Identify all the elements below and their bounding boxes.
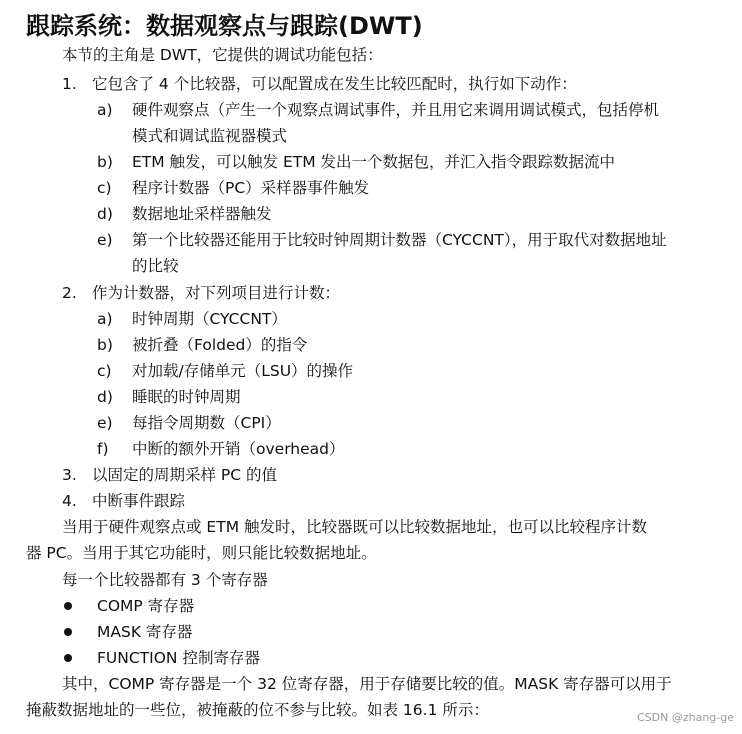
sublist-item: 被折叠（Folded）的指令 [132,336,308,354]
sublist-item: 睡眠的时钟周期 [132,388,241,406]
list-item-3: 以固定的周期采样 PC 的值 [92,466,278,484]
sublist-item: 程序计数器（PC）采样器事件触发 [132,179,370,197]
sublist-item: ETM 触发，可以触发 ETM 发出一个数据包，并汇入指令跟踪数据流中 [132,153,616,171]
sublist-marker: e) [97,231,113,249]
bullet-item: COMP 寄存器 [97,597,195,615]
bullet-item: FUNCTION 控制寄存器 [97,649,260,667]
list-marker-4: 4. [62,492,77,510]
intro-text: 本节的主角是 DWT，它提供的调试功能包括： [62,46,383,64]
sublist-item: 数据地址采样器触发 [132,205,272,223]
sublist-item: 中断的额外开销（overhead） [132,440,345,458]
sublist-item: 对加载/存储单元（LSU）的操作 [132,362,354,380]
watermark: CSDN @zhang-ge [636,711,734,724]
sublist-marker: f) [97,440,109,458]
paragraph-line: 其中，COMP 寄存器是一个 32 位寄存器，用于存储要比较的值。MASK 寄存器可以用于 [62,675,672,693]
paragraph-line: 掩蔽数据地址的一些位，被掩蔽的位不参与比较。如表 16.1 所示： [26,701,489,719]
sublist-marker: b) [97,153,113,171]
bullet-icon [64,628,72,636]
list-item-4: 中断事件跟踪 [92,492,186,510]
sublist-marker: b) [97,336,113,354]
sublist-marker: d) [97,388,113,406]
list-marker-1: 1. [62,75,77,93]
sublist-marker: c) [97,362,112,380]
sublist-item: 时钟周期（CYCCNT） [132,310,287,328]
paragraph-line: 当用于硬件观察点或 ETM 触发时，比较器既可以比较数据地址，也可以比较程序计数 [62,518,647,536]
sublist-item: 第一个比较器还能用于比较时钟周期计数器（CYCCNT），用于取代对数据地址 [132,231,667,249]
sublist-marker: a) [97,101,113,119]
sublist-marker: a) [97,310,113,328]
paragraph-line: 器 PC。当用于其它功能时，则只能比较数据地址。 [26,544,377,562]
bullet-item: MASK 寄存器 [97,623,193,641]
sublist-item: 硬件观察点（产生一个观察点调试事件，并且用它来调用调试模式，包括停机 [132,101,660,119]
paragraph-line: 每一个比较器都有 3 个寄存器 [62,571,268,589]
sublist-item-continuation: 的比较 [132,257,179,275]
sublist-item-continuation: 模式和调试监视器模式 [132,127,288,145]
sublist-marker: d) [97,205,113,223]
sublist-marker: c) [97,179,112,197]
bullet-icon [64,654,72,662]
sublist-item: 每指令周期数（CPI） [132,414,281,432]
list-item-1: 它包含了 4 个比较器，可以配置成在发生比较匹配时，执行如下动作： [92,75,577,93]
list-marker-2: 2. [62,284,77,302]
list-item-2: 作为计数器，对下列项目进行计数： [92,284,341,302]
page-title: 跟踪系统：数据观察点与跟踪(DWT) [26,12,423,40]
sublist-marker: e) [97,414,113,432]
bullet-icon [64,602,72,610]
list-marker-3: 3. [62,466,77,484]
